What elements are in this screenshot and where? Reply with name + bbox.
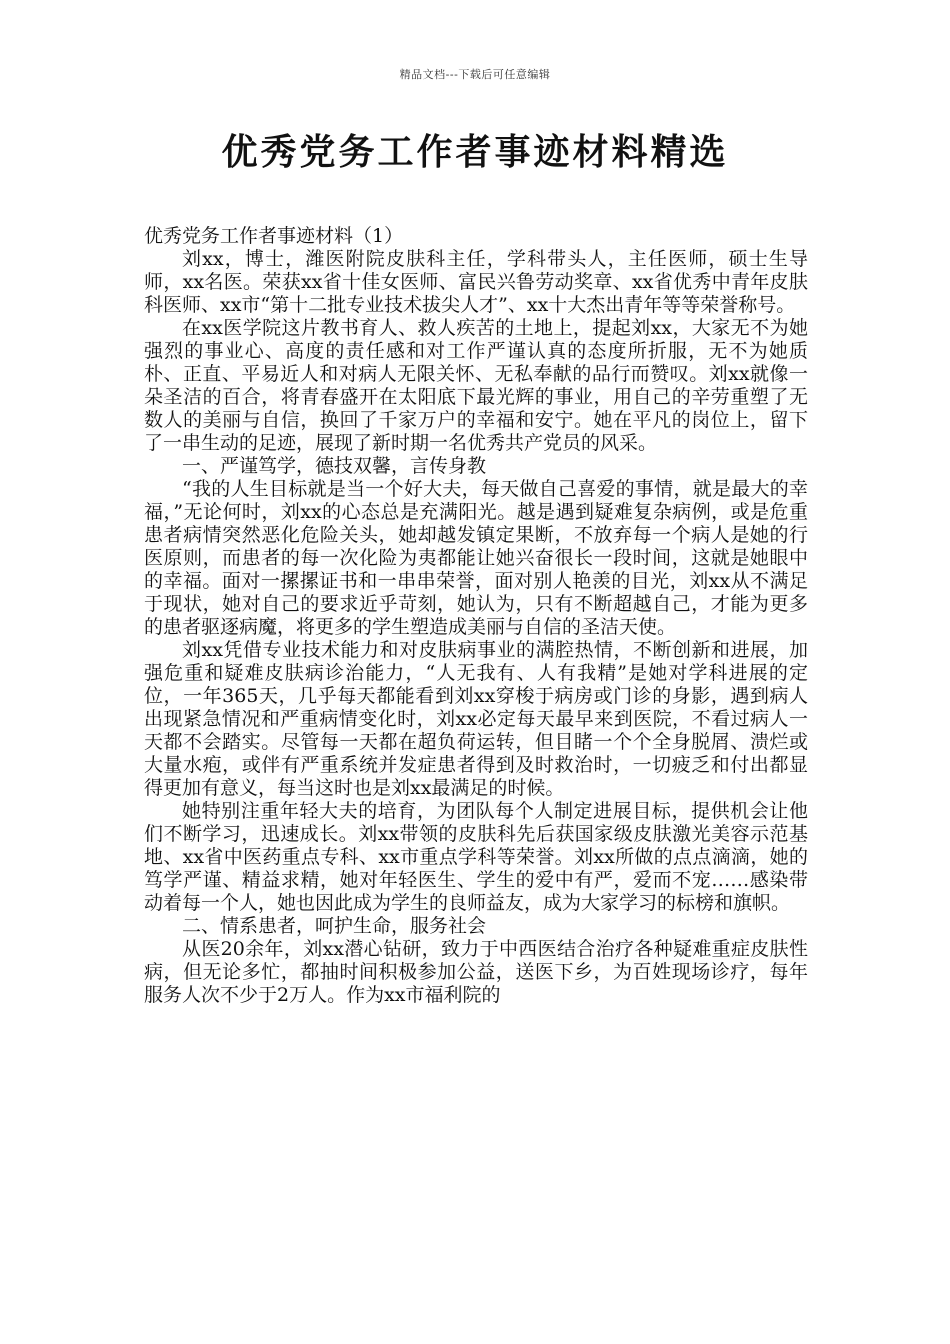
document-body [144,225,808,1007]
paragraph: 刘xx凭借专业技术能力和对皮肤病事业的满腔热情，不断创新和进展，加强危重和疑难皮肤病诊治能力，“人无我有、人有我精”是她对学科进展的定位，一年365天，几乎每天都能看到刘xx穿梭于病房或门诊的身影，遇到病人出现紧急情况和严重病情变化时，刘xx必定每天最早来到医院，不看过病人一天都不会踏实。尽管每一天都在超负荷运转，但目睹一个个全身脱屑、溃烂或大量水疱，或伴有严重系统并发症患者得到及时救治时，一切疲乏和付出都显得更加有意义，每当这时也是刘xx最满足的时候。 [144,639,808,799]
paragraph: “我的人生目标就是当一个好大夫，每天做自己喜爱的事情，就是最大的幸福，”无论何时，刘xx的心态总是充满阳光。越是遇到疑难复杂病例，或是危重患者病情突然恶化危险关头，她却越发镇定果断，不放弃每一个病人是她的行医原则，而患者的每一次化险为夷都能让她兴奋很长一段时间，这就是她眼中的幸福。面对一摞摞证书和一串串荣誉，面对别人艳羡的目光，刘xx从不满足于现状，她对自己的要求近乎苛刻，她认为，只有不断超越自己，才能为更多的患者驱逐病魔，将更多的学生塑造成美丽与自信的圣洁天使。 [144,478,808,638]
subheading: 一、严谨笃学，德技双馨，言传身教 [182,455,487,477]
paragraph: 她特别注重年轻大夫的培育，为团队每个人制定进展目标，提供机会让他们不断学习，迅速成长。刘xx带领的皮肤科先后获国家级皮肤激光美容示范基地、xx省中医药重点专科、xx市重点学科等荣誉。刘xx所做的点点滴滴，她的笃学严谨、精益求精，她对年轻医生、学生的爱中有严，爱而不宠……感染带动着每一个人，她也因此成为学生的良师益友，成为大家学习的标榜和旗帜。 [144,800,808,914]
section-heading: 优秀党务工作者事迹材料（1） [144,225,404,247]
header-note: 精品文档---下载后可任意编辑 [399,68,551,81]
paragraph: 刘xx，博士，潍医附院皮肤科主任，学科带头人，主任医师，硕士生导师，xx名医。荣获xx省十佳女医师、富民兴鲁劳动奖章、xx省优秀中青年皮肤科医师、xx市“第十二批专业技术拔尖人才”、xx十大杰出青年等等荣誉称号。 [144,248,808,316]
paragraph: 从医20余年，刘xx潜心钻研，致力于中西医结合治疗各种疑难重症皮肤性病，但无论多忙，都抽时间积极参加公益，送医下乡，为百姓现场诊疗，每年服务人次不少于2万人。作为xx市福利院的 [144,938,808,1006]
paragraph: 在xx医学院这片教书育人、救人疾苦的土地上，提起刘xx，大家无不为她强烈的事业心、高度的责任感和对工作严谨认真的态度所折服，无不为她质朴、正直、平易近人和对病人无限关怀、无私奉献的品行而赞叹。刘xx就像一朵圣洁的百合，将青春盛开在太阳底下最光辉的事业，用自己的辛劳重塑了无数人的美丽与自信，换回了千家万户的幸福和安宁。她在平凡的岗位上，留下了一串生动的足迹，展现了新时期一名优秀共产党员的风采。 [144,317,808,454]
document-title: 优秀党务工作者事迹材料精选 [221,131,729,173]
subheading: 二、情系患者，呵护生命，服务社会 [182,915,487,937]
